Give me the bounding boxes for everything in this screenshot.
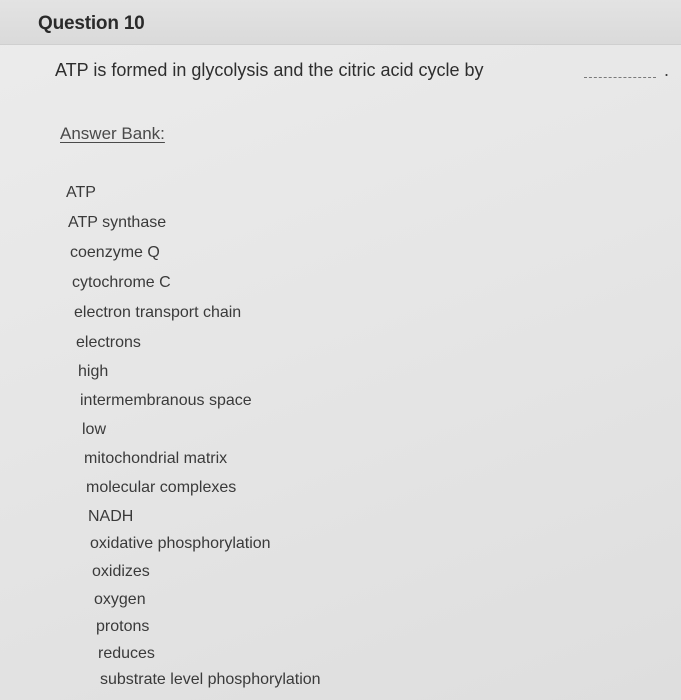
answer-option-nadh[interactable]: NADH	[88, 508, 134, 525]
answer-option-electron-transport-chain[interactable]: electron transport chain	[74, 304, 242, 321]
question-period: .	[664, 60, 670, 80]
answer-option-oxygen[interactable]: oxygen	[94, 591, 146, 608]
answer-option-reduces[interactable]: reduces	[98, 645, 155, 662]
answer-option-intermembranous-space[interactable]: intermembranous space	[80, 392, 252, 409]
question-text: ATP is formed in glycolysis and the citric acid cycle by	[55, 60, 484, 80]
answer-option-atp-synthase[interactable]: ATP synthase	[68, 214, 167, 231]
answer-option-oxidative-phosphorylation[interactable]: oxidative phosphorylation	[90, 535, 271, 552]
question-title: Question 10	[38, 13, 145, 34]
answer-bank-label: Answer Bank:	[60, 124, 165, 143]
answer-option-protons[interactable]: protons	[96, 618, 150, 635]
answer-option-low[interactable]: low	[82, 421, 107, 438]
answer-option-electrons[interactable]: electrons	[76, 334, 141, 351]
answer-option-high[interactable]: high	[78, 363, 109, 380]
answer-option-substrate-level-phosphorylation[interactable]: substrate level phosphorylation	[100, 671, 321, 688]
answer-blank-drop-target[interactable]	[584, 63, 656, 78]
answer-option-coenzyme-q[interactable]: coenzyme Q	[70, 244, 160, 261]
answer-option-atp[interactable]: ATP	[66, 184, 96, 201]
question-header	[0, 0, 681, 45]
answer-option-oxidizes[interactable]: oxidizes	[92, 563, 150, 580]
answer-option-molecular-complexes[interactable]: molecular complexes	[86, 479, 237, 496]
answer-option-mitochondrial-matrix[interactable]: mitochondrial matrix	[84, 450, 228, 467]
answer-option-cytochrome-c[interactable]: cytochrome C	[72, 274, 171, 291]
